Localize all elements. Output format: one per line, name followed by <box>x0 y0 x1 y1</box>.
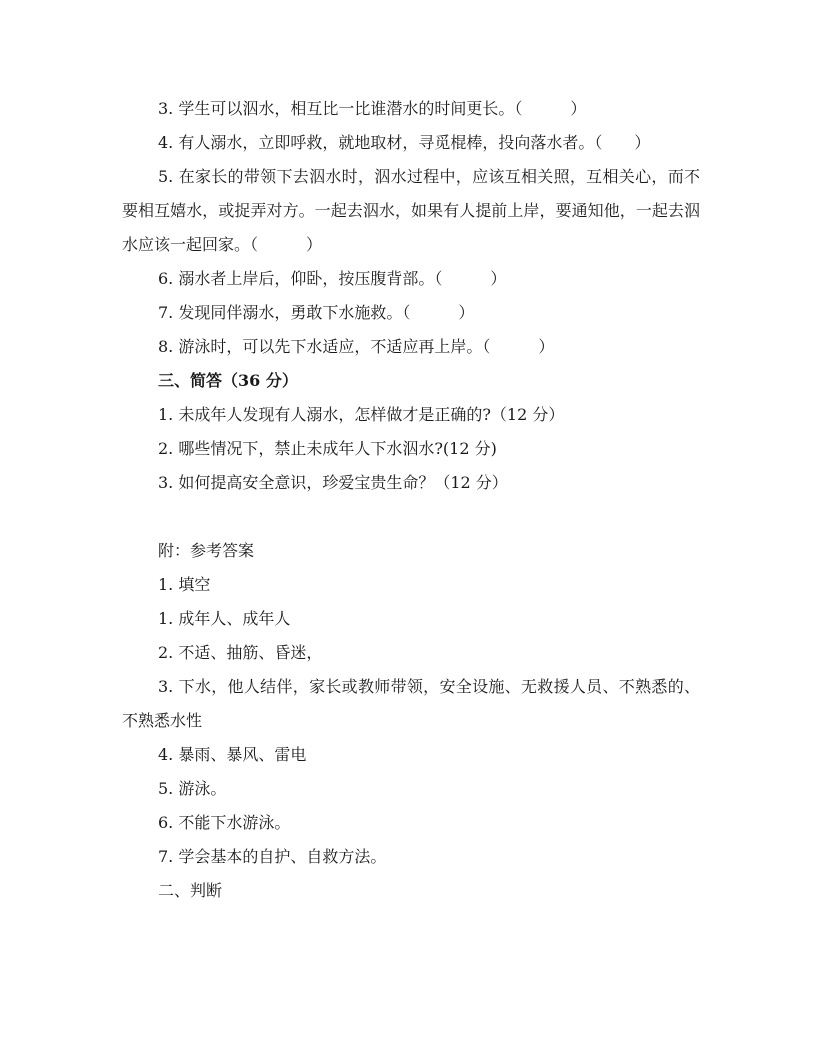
answer-item-1: 1. 成年人、成年人 <box>158 609 291 628</box>
short-answer-item-2: 2. 哪些情况下，禁止未成年人下水泅水?(12 分) <box>158 439 497 458</box>
answers-sub-heading: 1. 填空 <box>158 575 211 594</box>
document-body <box>122 92 700 908</box>
answer-item-3: 3. 下水，他人结伴，家长或教师带领，安全设施、无救援人员、不熟悉的、不熟悉水性 <box>122 677 700 730</box>
section-heading-short-answer: 三、简答（36 分） <box>158 371 298 390</box>
judgment-item-5: 5. 在家长的带领下去泅水时，泅水过程中，应该互相关照，互相关心，而不要相互嬉水，或捉弄对方。一起去泅水，如果有人提前上岸，要通知他，一起去泅水应该一起回家。（ ） <box>122 167 700 254</box>
judgment-item-4: 4. 有人溺水，立即呼救，就地取材，寻觅棍棒，投向落水者。（ ） <box>158 133 651 152</box>
short-answer-item-1: 1. 未成年人发现有人溺水，怎样做才是正确的?（12 分） <box>158 405 565 424</box>
answer-item-6: 6. 不能下水游泳。 <box>158 813 291 832</box>
answers-next-heading: 二、判断 <box>158 881 223 900</box>
answer-item-5: 5. 游泳。 <box>158 779 227 798</box>
answers-heading: 附：参考答案 <box>158 541 255 560</box>
answer-item-4: 4. 暴雨、暴风、雷电 <box>158 745 307 764</box>
answer-item-7: 7. 学会基本的自护、自救方法。 <box>158 847 387 866</box>
spacer <box>122 500 700 534</box>
judgment-item-7: 7. 发现同伴溺水，勇敢下水施救。（ ） <box>158 303 475 322</box>
judgment-item-6: 6. 溺水者上岸后，仰卧，按压腹背部。（ ） <box>158 269 507 288</box>
answer-item-2: 2. 不适、抽筋、昏迷， <box>158 643 323 662</box>
judgment-item-3: 3. 学生可以泅水，相互比一比谁潜水的时间更长。（ ） <box>158 99 587 118</box>
short-answer-item-3: 3. 如何提高安全意识，珍爱宝贵生命？（12 分） <box>158 473 508 492</box>
judgment-item-8: 8. 游泳时，可以先下水适应，不适应再上岸。（ ） <box>158 337 555 356</box>
